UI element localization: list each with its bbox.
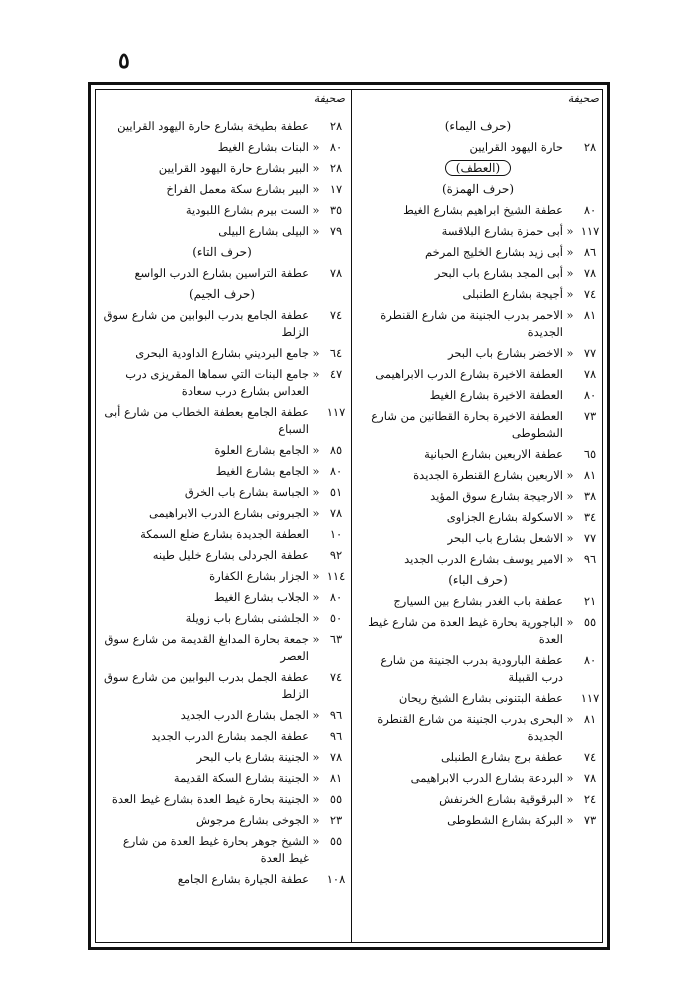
section-heading: [353, 572, 603, 589]
entry-text: الجمل بشارع الدرب الجديد: [180, 708, 309, 722]
left-entry-list: [95, 118, 349, 888]
entry-page-number: ٧٤: [583, 287, 597, 301]
entry-text: عطفة بطيخة بشارع حارة اليهود القرايين: [117, 119, 309, 133]
index-entry: [95, 589, 349, 606]
column-header-left: صحيفة: [313, 92, 345, 105]
entry-ditto-mark: «: [312, 485, 320, 499]
entry-text: الجامع بشارع الغيط: [215, 464, 309, 478]
index-entry: [353, 467, 603, 484]
entry-page-number: ٨١: [583, 712, 597, 726]
entry-text: الجبرونى بشارع الدرب الابراهيمى: [148, 506, 309, 520]
entry-ditto-mark: «: [312, 161, 320, 175]
index-entry: [353, 551, 603, 568]
entry-ditto-mark: «: [312, 367, 320, 381]
index-entry: [353, 244, 603, 261]
left-column: [95, 90, 349, 942]
entry-text: الجلاب بشارع الغيط: [213, 590, 309, 604]
entry-ditto-mark: «: [312, 632, 320, 646]
entry-text: الجباسة بشارع باب الخرق: [184, 485, 309, 499]
section-heading-text: (حرف التاء): [192, 245, 252, 259]
entry-page-number: ٨٠: [583, 203, 597, 217]
entry-text: جمعة بحارة المدابغ القديمة من شارع سوق العصر: [104, 632, 309, 663]
entry-page-number: ٦٣: [329, 632, 343, 646]
index-entry: [353, 690, 603, 707]
page-number: ٥: [118, 48, 130, 74]
index-entry: [353, 530, 603, 547]
entry-page-number: ٧٨: [583, 367, 597, 381]
entry-page-number: ٢١: [583, 594, 597, 608]
section-heading-text: (حرف الهمزة): [441, 182, 515, 196]
index-entry: [95, 749, 349, 766]
index-entry: [95, 442, 349, 459]
entry-page-number: ٣٥: [329, 203, 343, 217]
entry-page-number: ٨٥: [329, 443, 343, 457]
entry-page-number: ٣٤: [583, 510, 597, 524]
entry-text: الارجيجة بشارع سوق المؤيد: [430, 489, 563, 503]
index-entry: [95, 833, 349, 867]
entry-ditto-mark: «: [312, 224, 320, 238]
index-entry: [353, 307, 603, 341]
index-entry: [353, 488, 603, 505]
entry-text: عطفة برج بشارع الطنبلى: [440, 750, 563, 764]
entry-text: أبى زيد بشارع الخليج المرخم: [424, 245, 563, 259]
index-entry: [95, 181, 349, 198]
entry-ditto-mark: «: [566, 287, 574, 301]
index-entry: [353, 366, 603, 383]
entry-page-number: ٧٣: [583, 409, 597, 423]
index-entry: [95, 345, 349, 362]
entry-text: حارة اليهود القرايين: [469, 140, 563, 154]
index-entry: [353, 593, 603, 610]
entry-text: أبى المجد بشارع باب البحر: [434, 266, 563, 280]
entry-ditto-mark: «: [312, 771, 320, 785]
entry-page-number: ٨٠: [583, 388, 597, 402]
entry-page-number: ٢٨: [583, 140, 597, 154]
index-entry: [95, 871, 349, 888]
entry-ditto-mark: «: [566, 615, 574, 629]
column-header-right: صحيفة: [567, 92, 599, 105]
index-entry: [353, 408, 603, 442]
section-heading: [95, 286, 349, 303]
index-entry: [95, 139, 349, 156]
entry-text: عطفة الجامع بدرب البوابين من شارع سوق الزلط: [103, 308, 309, 339]
index-entry: [353, 652, 603, 686]
entry-page-number: ١١٤: [326, 569, 346, 583]
entry-ditto-mark: «: [312, 346, 320, 360]
entry-ditto-mark: «: [312, 813, 320, 827]
index-entry: [95, 118, 349, 135]
index-entry: [353, 509, 603, 526]
entry-page-number: ٧٨: [329, 266, 343, 280]
entry-page-number: ٢٨: [329, 119, 343, 133]
entry-text: عطفة الجامع بعطفة الخطاب من شارع أبى السباع: [104, 405, 309, 436]
entry-page-number: ٧٣: [583, 813, 597, 827]
index-entry: [95, 669, 349, 703]
entry-page-number: ٩٢: [329, 548, 343, 562]
entry-text: الجوخى بشارع مرجوش: [195, 813, 309, 827]
section-heading: [95, 244, 349, 261]
entry-ditto-mark: «: [566, 468, 574, 482]
entry-page-number: ١٠: [329, 527, 343, 541]
column-divider: [351, 90, 352, 942]
index-entry: [353, 202, 603, 219]
entry-ditto-mark: «: [312, 750, 320, 764]
entry-page-number: ٧٤: [329, 308, 343, 322]
entry-ditto-mark: «: [566, 771, 574, 785]
entry-ditto-mark: «: [312, 506, 320, 520]
entry-text: الجلشنى بشارع باب زويلة: [185, 611, 309, 625]
entry-page-number: ٦٤: [329, 346, 343, 360]
entry-page-number: ٩٦: [329, 729, 343, 743]
section-heading-text: (حرف اليماء): [444, 119, 512, 133]
page-frame: [88, 82, 610, 950]
section-heading-text: (حرف الجيم): [189, 287, 255, 301]
index-entry: [353, 265, 603, 282]
index-entry: [95, 547, 349, 564]
entry-ditto-mark: «: [566, 712, 574, 726]
entry-text: البركة بشارع الشطوطى: [447, 813, 563, 827]
entry-text: الامير يوسف بشارع الدرب الجديد: [404, 552, 563, 566]
entry-page-number: ٩٦: [329, 708, 343, 722]
index-entry: [95, 728, 349, 745]
entry-text: الاشعل بشارع باب البحر: [447, 531, 563, 545]
entry-page-number: ٧٤: [583, 750, 597, 764]
index-entry: [95, 568, 349, 585]
entry-page-number: ٢٤: [583, 792, 597, 806]
entry-text: البير بشارع حارة اليهود القرايين: [158, 161, 309, 175]
entry-ditto-mark: «: [312, 792, 320, 806]
entry-page-number: ٨١: [583, 308, 597, 322]
section-heading-text: (العطف): [445, 160, 511, 176]
entry-page-number: ٧٨: [329, 750, 343, 764]
entry-text: عطفة الشيخ ابراهيم بشارع الغيط: [403, 203, 563, 217]
entry-page-number: ٥٥: [329, 792, 343, 806]
index-entry: [95, 812, 349, 829]
entry-page-number: ٧٩: [329, 224, 343, 238]
entry-text: البرقوقية بشارع الخرنفش: [439, 792, 563, 806]
entry-ditto-mark: «: [566, 489, 574, 503]
entry-page-number: ٥٥: [583, 615, 597, 629]
entry-text: العطفة الاخيرة بشارع الدرب الابراهيمى: [375, 367, 563, 381]
entry-ditto-mark: «: [312, 140, 320, 154]
index-entry: [353, 791, 603, 808]
entry-text: الجنينة بحارة غيط العدة بشارع غيط العدة: [111, 792, 309, 806]
entry-ditto-mark: «: [312, 464, 320, 478]
index-entry: [95, 484, 349, 501]
entry-ditto-mark: «: [312, 834, 320, 848]
entry-text: الست بيرم بشارع اللبودية: [185, 203, 309, 217]
entry-page-number: ٨٠: [329, 140, 343, 154]
entry-page-number: ٧٧: [583, 531, 597, 545]
entry-ditto-mark: «: [566, 552, 574, 566]
entry-page-number: ٨١: [329, 771, 343, 785]
entry-page-number: ٨٠: [329, 464, 343, 478]
entry-ditto-mark: «: [566, 792, 574, 806]
entry-page-number: ١١٧: [580, 691, 600, 705]
entry-page-number: ١٠٨: [326, 872, 346, 886]
index-entry: [95, 366, 349, 400]
index-entry: [95, 265, 349, 282]
entry-page-number: ٦٥: [583, 447, 597, 461]
entry-ditto-mark: «: [566, 531, 574, 545]
entry-ditto-mark: «: [312, 203, 320, 217]
entry-page-number: ٨٠: [583, 653, 597, 667]
entry-ditto-mark: «: [312, 611, 320, 625]
entry-ditto-mark: «: [566, 510, 574, 524]
entry-page-number: ٥١: [329, 485, 343, 499]
index-entry: [353, 139, 603, 156]
entry-text: البردعة بشارع الدرب الابراهيمى: [410, 771, 563, 785]
entry-text: عطفة التراسين بشارع الدرب الواسع: [134, 266, 309, 280]
entry-text: الجنينة بشارع باب البحر: [196, 750, 309, 764]
section-heading: [353, 118, 603, 135]
entry-ditto-mark: «: [566, 813, 574, 827]
entry-text: عطفة باب الغدر بشارع بين السيارج: [393, 594, 563, 608]
entry-page-number: ١١٧: [580, 224, 600, 238]
index-entry: [95, 526, 349, 543]
index-entry: [95, 404, 349, 438]
entry-text: عطفة الجردلى بشارع خليل طينه: [152, 548, 309, 562]
entry-text: البيلى بشارع البيلى: [218, 224, 309, 238]
entry-page-number: ٤٧: [329, 367, 343, 381]
index-entry: [95, 223, 349, 240]
entry-text: العطفة الاخيرة بشارع الغيط: [429, 388, 563, 402]
entry-ditto-mark: «: [312, 569, 320, 583]
index-entry: [353, 286, 603, 303]
index-entry: [353, 446, 603, 463]
entry-ditto-mark: «: [312, 708, 320, 722]
entry-text: جامع البرديني بشارع الداودية البحرى: [135, 346, 309, 360]
index-entry: [95, 791, 349, 808]
entry-text: عطفة البتنونى بشارع الشيخ ريحان: [398, 691, 563, 705]
entry-text: الشيخ جوهر بحارة غيط العدة من شارع غيط العدة: [122, 834, 309, 865]
entry-text: عطفة الجيارة بشارع الجامع: [177, 872, 309, 886]
entry-ditto-mark: «: [566, 245, 574, 259]
entry-page-number: ٧٧: [583, 346, 597, 360]
entry-text: أبى حمزة بشارع البلاقسة: [441, 224, 563, 238]
entry-page-number: ٨٠: [329, 590, 343, 604]
entry-page-number: ٧٤: [329, 670, 343, 684]
entry-text: جامع البنات التي سماها المقريزى درب العداس بشارع درب سعادة: [125, 367, 309, 398]
entry-ditto-mark: «: [566, 308, 574, 322]
entry-ditto-mark: «: [566, 346, 574, 360]
entry-ditto-mark: «: [312, 182, 320, 196]
index-entry: [95, 610, 349, 627]
entry-page-number: ١٧: [329, 182, 343, 196]
entry-ditto-mark: «: [312, 443, 320, 457]
entry-text: الاسكولة بشارع الجزاوى: [446, 510, 563, 524]
index-entry: [95, 160, 349, 177]
entry-page-number: ٨٦: [583, 245, 597, 259]
section-heading: [353, 160, 603, 177]
index-entry: [95, 631, 349, 665]
entry-text: الاحمر بدرب الجنينة من شارع القنطرة الجديدة: [380, 308, 563, 339]
entry-text: العطفة الجديدة بشارع ضلع السمكة: [140, 527, 309, 541]
entry-page-number: ٣٨: [583, 489, 597, 503]
entry-page-number: ٨١: [583, 468, 597, 482]
entry-page-number: ٧٨: [329, 506, 343, 520]
entry-page-number: ٢٨: [329, 161, 343, 175]
entry-text: الباجورية بحارة غيط العدة من شارع غيط العدة: [368, 615, 563, 646]
entry-text: عطفة الجمل بدرب البوابين من شارع سوق الزلط: [103, 670, 309, 701]
index-entry: [353, 749, 603, 766]
entry-text: عطفة البارودية بدرب الجنينة من شارع درب القبيلة: [380, 653, 563, 684]
entry-text: العطفة الاخيرة بحارة القطانين من شارع الشطوطى: [371, 409, 563, 440]
section-heading: [353, 181, 603, 198]
entry-text: البنات بشارع الغيط: [217, 140, 309, 154]
index-entry: [95, 770, 349, 787]
entry-ditto-mark: «: [566, 224, 574, 238]
entry-page-number: ٥٥: [329, 834, 343, 848]
index-entry: [95, 463, 349, 480]
entry-page-number: ٥٠: [329, 611, 343, 625]
entry-text: الاخضر بشارع باب البحر: [448, 346, 563, 360]
entry-text: الجامع بشارع العلوة: [214, 443, 309, 457]
entry-text: الجنينة بشارع السكة القديمة: [173, 771, 309, 785]
index-entry: [353, 223, 603, 240]
entry-text: عطفة الاربعين بشارع الحبانية: [424, 447, 563, 461]
entry-page-number: ١١٧: [326, 405, 346, 419]
entry-text: البير بشارع سكة معمل الفراخ: [166, 182, 309, 196]
index-entry: [95, 505, 349, 522]
right-column: [353, 90, 603, 942]
index-entry: [353, 711, 603, 745]
right-entry-list: [353, 118, 603, 829]
entry-page-number: ٢٣: [329, 813, 343, 827]
entry-text: عطفة الجمد بشارع الدرب الجديد: [151, 729, 309, 743]
entry-page-number: ٧٨: [583, 771, 597, 785]
entry-page-number: ٩٦: [583, 552, 597, 566]
section-heading-text: (حرف الباء): [448, 573, 508, 587]
entry-ditto-mark: «: [566, 266, 574, 280]
index-entry: [95, 202, 349, 219]
entry-text: الجزار بشارع الكفارة: [209, 569, 309, 583]
index-entry: [95, 707, 349, 724]
index-entry: [353, 345, 603, 362]
index-entry: [353, 812, 603, 829]
entry-text: أجيجة بشارع الطنبلى: [462, 287, 563, 301]
entry-text: البحرى بدرب الجنينة من شارع القنطرة الجديدة: [377, 712, 563, 743]
entry-text: الاربعين بشارع القنطرة الجديدة: [413, 468, 563, 482]
entry-page-number: ٧٨: [583, 266, 597, 280]
index-entry: [353, 770, 603, 787]
index-entry: [353, 614, 603, 648]
index-entry: [95, 307, 349, 341]
entry-ditto-mark: «: [312, 590, 320, 604]
index-entry: [353, 387, 603, 404]
